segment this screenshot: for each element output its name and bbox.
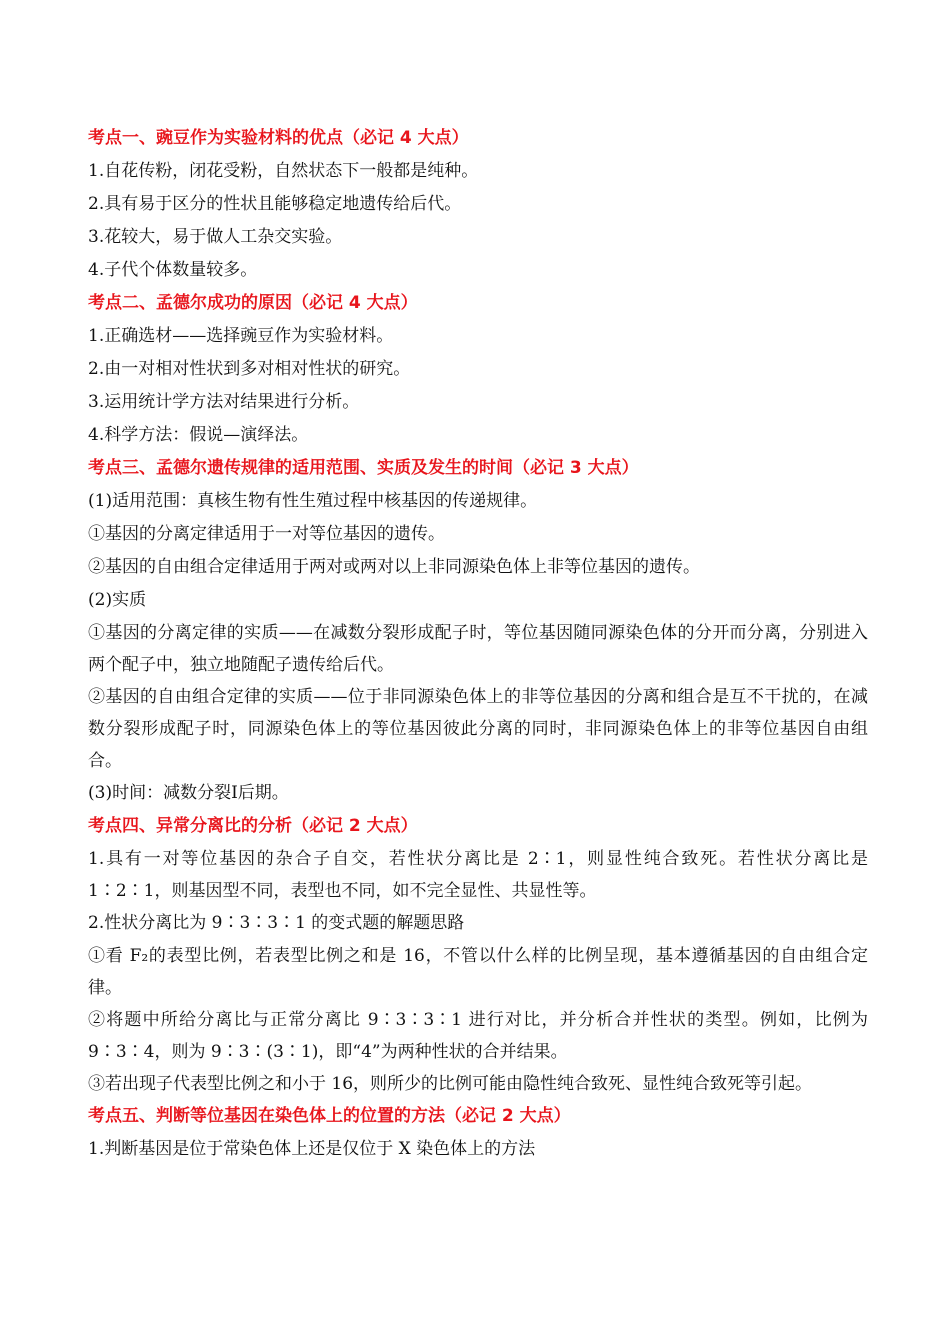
section-1-line-4: 4.子代个体数量较多。	[88, 260, 258, 280]
section-2-line-4: 4.科学方法：假说—演绎法。	[88, 425, 309, 445]
section-3-line-7: (3)时间：减数分裂Ⅰ后期。	[88, 783, 289, 803]
section-3-line-3: ②基因的自由组合定律适用于两对或两对以上非同源染色体上非等位基因的遗传。	[88, 557, 700, 577]
section-5-line-1: 1.判断基因是位于常染色体上还是仅位于 X 染色体上的方法	[88, 1139, 536, 1159]
section-2-line-1: 1.正确选材——选择豌豆作为实验材料。	[88, 326, 394, 346]
section-heading-5: 考点五、判断等位基因在染色体上的位置的方法（必记 2 大点）	[88, 1106, 571, 1126]
section-1-line-1: 1.自花传粉，闭花受粉，自然状态下一般都是纯种。	[88, 161, 479, 181]
section-3-paragraph-6: ②基因的自由组合定律的实质——位于非同源染色体上的非等位基因的分离和组合是互不干扰的，在减数分裂形成配子时，同源染色体上的等位基因彼此分离的同时，非同源染色体上的非等位基因自由组合。	[88, 687, 868, 771]
section-1-line-3: 3.花较大，易于做人工杂交实验。	[88, 227, 343, 247]
section-4-paragraph-5: ③若出现子代表型比例之和小于 16，则所少的比例可能由隐性纯合致死、显性纯合致死等引起。	[88, 1074, 813, 1094]
section-4-paragraph-3: ①看 F₂的表型比例，若表型比例之和是 16，不管以什么样的比例呈现，基本遵循基因的自由组合定律。	[88, 946, 868, 998]
section-2-line-2: 2.由一对相对性状到多对相对性状的研究。	[88, 359, 411, 379]
section-2-line-3: 3.运用统计学方法对结果进行分析。	[88, 392, 360, 412]
section-heading-4: 考点四、异常分离比的分析（必记 2 大点）	[88, 816, 418, 836]
section-heading-3: 考点三、孟德尔遗传规律的适用范围、实质及发生的时间（必记 3 大点）	[88, 458, 639, 478]
section-4-paragraph-1: 1.具有一对等位基因的杂合子自交，若性状分离比是 2∶1，则显性纯合致死。若性状分离比是 1∶2∶1，则基因型不同，表型也不同，如不完全显性、共显性等。	[88, 849, 868, 901]
section-3-line-2: ①基因的分离定律适用于一对等位基因的遗传。	[88, 524, 445, 544]
section-3-paragraph-5: ①基因的分离定律的实质——在减数分裂形成配子时，等位基因随同源染色体的分开而分离，分别进入两个配子中，独立地随配子遗传给后代。	[88, 623, 868, 675]
section-4-paragraph-4: ②将题中所给分离比与正常分离比 9∶3∶3∶1 进行对比，并分析合并性状的类型。例如，比例为 9∶3∶4，则为 9∶3∶(3∶1)，即“4”为两种性状的合并结果。	[88, 1010, 868, 1062]
section-heading-1: 考点一、豌豆作为实验材料的优点（必记 4 大点）	[88, 128, 469, 148]
section-3-line-4: (2)实质	[88, 590, 147, 610]
section-3-line-1: (1)适用范围：真核生物有性生殖过程中核基因的传递规律。	[88, 491, 538, 511]
document-content	[88, 122, 868, 1166]
section-1-line-2: 2.具有易于区分的性状且能够稳定地遗传给后代。	[88, 194, 462, 214]
section-heading-2: 考点二、孟德尔成功的原因（必记 4 大点）	[88, 293, 418, 313]
section-4-line-2: 2.性状分离比为 9∶3∶3∶1 的变式题的解题思路	[88, 913, 465, 933]
